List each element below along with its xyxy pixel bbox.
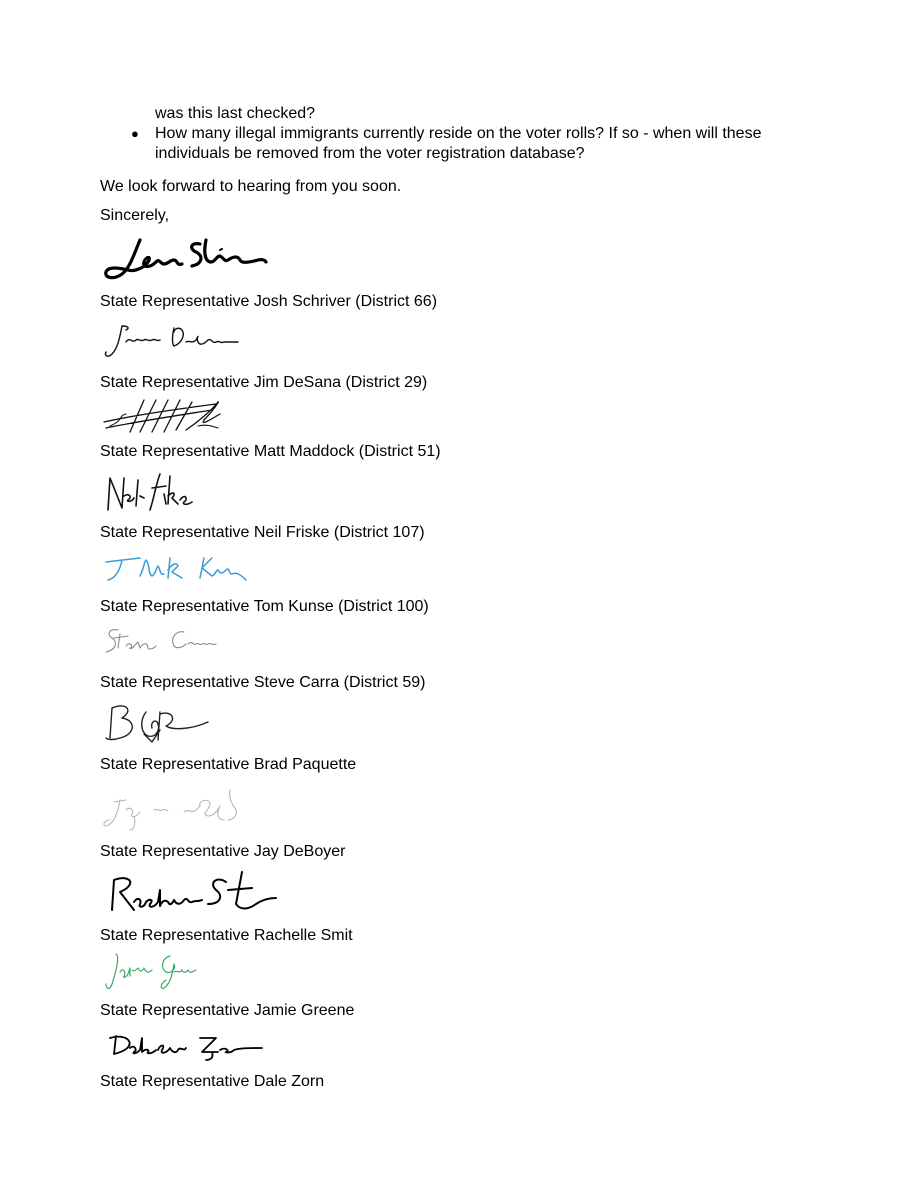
signatory-label-matt-maddock: State Representative Matt Maddock (District 51) <box>100 443 441 460</box>
salutation: Sincerely, <box>100 207 170 224</box>
bullet-text-line-2: individuals be removed from the voter registration database? <box>155 145 585 162</box>
signatory-label-neil-friske: State Representative Neil Friske (District 107) <box>100 524 425 541</box>
signature-image <box>100 552 250 586</box>
signature-strokes <box>105 326 238 356</box>
signature-image <box>100 470 200 516</box>
signature-strokes <box>106 558 246 580</box>
signature-image <box>100 868 280 918</box>
signatory-label-steve-carra: State Representative Steve Carra (District 59) <box>100 674 426 691</box>
signature-image <box>100 322 240 362</box>
signatory-label-jay-deboyer: State Representative Jay DeBoyer <box>100 843 346 860</box>
signature-strokes <box>104 400 220 432</box>
signature-strokes <box>106 630 216 652</box>
signatory-label-brad-paquette: State Representative Brad Paquette <box>100 756 357 773</box>
signature-image <box>100 624 220 658</box>
signatory-label-rachelle-smit: State Representative Rachelle Smit <box>100 927 353 944</box>
signature-strokes <box>106 706 208 742</box>
signature-strokes <box>104 790 236 830</box>
bullet-marker: ● <box>131 126 139 141</box>
signature-image <box>100 234 270 284</box>
signature-strokes <box>110 1036 262 1060</box>
signatory-label-josh-schriver: State Representative Josh Schriver (District 66) <box>100 293 438 310</box>
signature-image <box>100 950 200 994</box>
bullet-text-line-1: How many illegal immigrants currently reside on the voter rolls? If so - when will these <box>155 125 762 142</box>
signature-image <box>100 1030 265 1062</box>
signature-image <box>100 396 224 436</box>
closing-line: We look forward to hearing from you soon. <box>100 178 402 195</box>
signatory-label-tom-kunse: State Representative Tom Kunse (District 100) <box>100 598 429 615</box>
signature-image <box>100 780 245 836</box>
signature-strokes <box>106 240 266 278</box>
signatory-label-jamie-greene: State Representative Jamie Greene <box>100 1002 355 1019</box>
signature-image <box>100 700 230 750</box>
signature-strokes <box>108 474 192 510</box>
signature-strokes <box>112 872 276 910</box>
signatory-label-dale-zorn: State Representative Dale Zorn <box>100 1073 325 1090</box>
signature-strokes <box>106 954 196 989</box>
signatory-label-jim-desana: State Representative Jim DeSana (District 29) <box>100 374 428 391</box>
bullet-continuation: was this last checked? <box>155 105 316 122</box>
